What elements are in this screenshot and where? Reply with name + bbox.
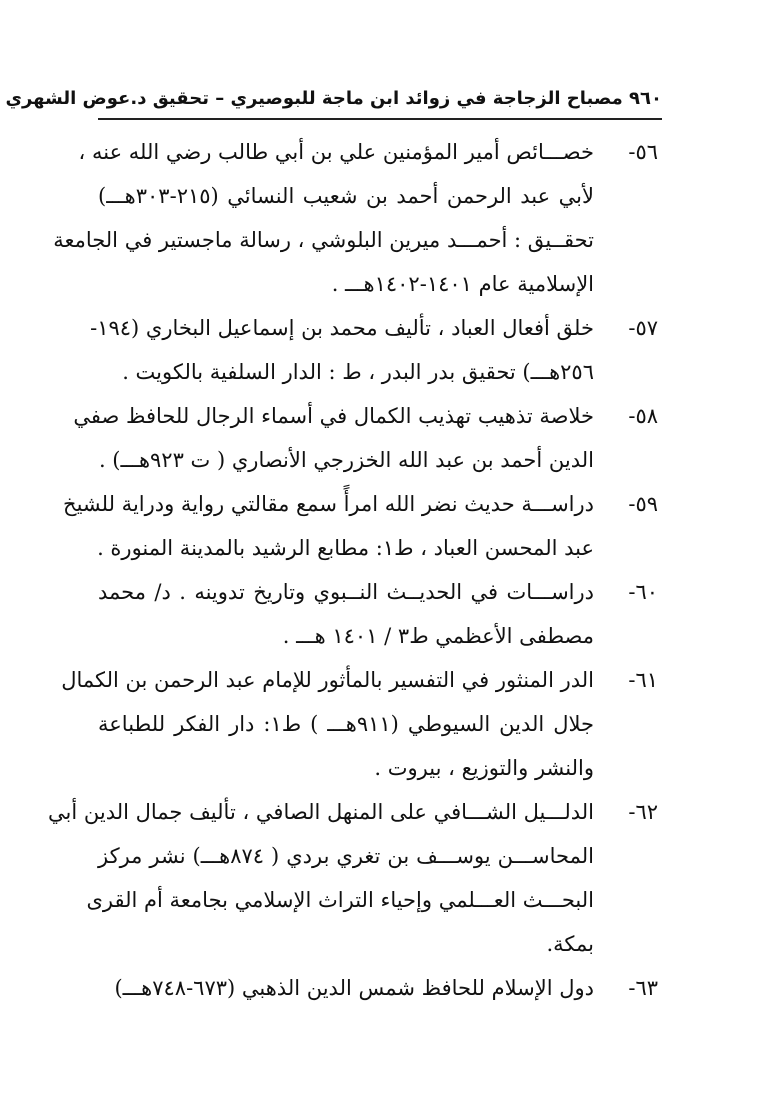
entry-number: ٦٣- — [628, 976, 658, 1000]
entry-line: تحقــيق : أحمـــد ميرين البلوشي ، رسالة ماجستير في الجامعة — [53, 228, 594, 252]
entry-line: خلق أفعال العباد ، تأليف محمد بن إسماعيل البخاري (١٩٤- — [90, 316, 594, 340]
entry-number: ٥٦- — [628, 140, 658, 164]
entry-line: دراســـة حديث نضر الله امرأً سمع مقالتي رواية ودراية للشيخ — [63, 492, 594, 516]
entry-line: مصطفى الأعظمي ط٣ / ١٤٠١ هـــ . — [282, 624, 594, 648]
entry-number: ٥٧- — [628, 316, 658, 340]
entry-line: والنشر والتوزيع ، بيروت . — [374, 756, 594, 780]
bibliography-entry-62 — [48, 790, 658, 966]
entry-line: خلاصة تذهيب تهذيب الكمال في أسماء الرجال للحافظ صفي — [73, 404, 594, 428]
entry-line: جلال الدين السيوطي (٩١١هـــ ) ط١: دار الفكر للطباعة — [98, 712, 594, 736]
entry-line: المحاســـن يوســـف بن تغري بردي ( ٨٧٤هـــ) نشر مركز — [98, 844, 594, 868]
entry-line: ٢٥٦هـــ) تحقيق بدر البدر ، ط : الدار السلفية بالكويت . — [122, 360, 594, 384]
entry-line: الدلـــيل الشـــافي على المنهل الصافي ، تأليف جمال الدين أبي — [48, 800, 594, 824]
entry-line: الدين أحمد بن عبد الله الخزرجي الأنصاري ( ت ٩٢٣هـــ) . — [98, 448, 594, 472]
running-header — [5, 84, 662, 120]
header-text: ٩٦٠ مصباح الزجاجة في زوائد ابن ماجة للبوصيري – تحقيق د.عوض الشهري — [5, 88, 662, 109]
entry-line: الإسلامية عام ١٤٠١-١٤٠٢هـــ . — [331, 272, 594, 296]
bibliography-entry-61 — [61, 658, 658, 790]
bibliography-entry-59 — [63, 482, 658, 570]
bibliography-list — [48, 130, 658, 1010]
entry-number: ٦٠- — [628, 580, 658, 604]
bibliography-entry-60 — [98, 570, 658, 658]
bibliography-entry-58 — [73, 394, 658, 482]
entry-line: لأبي عبد الرحمن أحمد بن شعيب النسائي (٢١٥-٣٠٣هـــ) — [98, 184, 594, 208]
bibliography-entry-56 — [53, 130, 658, 306]
entry-line: البحـــث العـــلمي وإحياء التراث الإسلامي بجامعة أم القرى — [86, 888, 594, 912]
entry-number: ٦١- — [628, 668, 658, 692]
entry-line: عبد المحسن العباد ، ط١: مطابع الرشيد بالمدينة المنورة . — [97, 536, 594, 560]
entry-number: ٥٩- — [628, 492, 658, 516]
entry-line: الدر المنثور في التفسير بالمأثور للإمام عبد الرحمن بن الكمال — [61, 668, 594, 692]
entry-line: خصـــائص أمير المؤمنين علي بن أبي طالب رضي الله عنه ، — [78, 140, 594, 164]
entry-number: ٥٨- — [628, 404, 658, 428]
entry-line: بمكة. — [546, 932, 594, 956]
entry-line: دول الإسلام للحافظ شمس الدين الذهبي (٦٧٣-٧٤٨هـــ) — [114, 976, 594, 1000]
entry-line: دراســـات في الحديــث النــبوي وتاريخ تدوينه . د/ محمد — [98, 580, 594, 604]
bibliography-entry-57 — [90, 306, 658, 394]
entry-number: ٦٢- — [628, 800, 658, 824]
bibliography-entry-63 — [98, 966, 658, 1010]
